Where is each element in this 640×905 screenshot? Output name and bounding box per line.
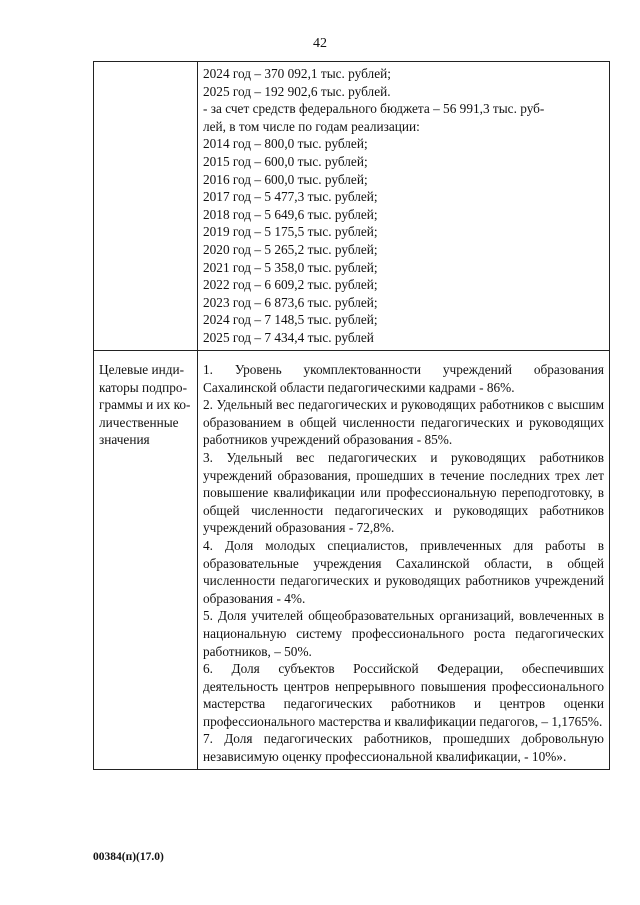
indicators-label-line: каторы подпро-	[99, 379, 187, 395]
indicator-item: 5. Доля учителей общеобразовательных организаций, вовлеченных в национальную систему профессионального роста педагогических работников, – 50%.	[203, 608, 604, 659]
funding-line: 2019 год – 5 175,5 тыс. рублей;	[203, 224, 378, 240]
funding-line: 2014 год – 800,0 тыс. рублей;	[203, 136, 368, 152]
funding-line: 2017 год – 5 477,3 тыс. рублей;	[203, 189, 378, 205]
indicator-item: 1. Уровень укомплектованности учреждений образования Сахалинской области педагогическими кадрами - 86%.	[203, 362, 604, 395]
funding-line: 2025 год – 7 434,4 тыс. рублей	[203, 329, 374, 345]
program-table	[93, 61, 610, 770]
funding-line: 2024 год – 370 092,1 тыс. рублей;	[203, 66, 391, 81]
indicators-label-line: граммы и их ко-	[99, 397, 191, 413]
indicators-label-cell	[94, 351, 198, 770]
document-code: 00384(п)(17.0)	[93, 851, 164, 863]
funding-row	[94, 62, 610, 351]
indicator-item: 3. Удельный вес педагогических и руководящих работников учреждений образования, прошедших в течение последних трех лет повышение квалификации или профессиональную переподготовку, в общей численности педагогических и руководящих работников учреждений образования - 72,8%.	[203, 449, 604, 536]
funding-line: 2015 год – 600,0 тыс. рублей;	[203, 153, 368, 169]
funding-line: 2022 год – 6 609,2 тыс. рублей;	[203, 277, 378, 293]
indicator-item: 4. Доля молодых специалистов, привлеченных для работы в образовательные учреждения Сахалинской области, в общей численности педагогических и руководящих работников учреждений образования - 4%.	[203, 537, 604, 606]
indicators-label-line: личественные	[99, 414, 179, 430]
funding-line: 2023 год – 6 873,6 тыс. рублей;	[203, 294, 378, 310]
funding-line: - за счет средств федерального бюджета – 56 991,3 тыс. руб-	[203, 101, 545, 117]
indicators-row	[94, 351, 610, 770]
funding-line: лей, в том числе по годам реализации:	[203, 118, 420, 134]
funding-label-cell	[94, 62, 198, 351]
indicator-item: 7. Доля педагогических работников, прошедших добровольную независимую оценку профессиональной квалификации, - 10%».	[203, 731, 604, 765]
indicators-content-cell	[198, 351, 610, 770]
funding-line: 2020 год – 5 265,2 тыс. рублей;	[203, 241, 378, 257]
funding-line: 2024 год – 7 148,5 тыс. рублей;	[203, 312, 378, 328]
funding-line: 2016 год – 600,0 тыс. рублей;	[203, 171, 368, 187]
indicator-item: 6. Доля субъектов Российской Федерации, обеспечивших деятельность центров непрерывного повышения профессионального мастерства педагогических работников и центров оценки профессионального мастерства и квалификации педагогов, – 1,1765%.	[203, 661, 604, 729]
indicators-label-line: Целевые инди-	[99, 362, 185, 377]
funding-line: 2021 год – 5 358,0 тыс. рублей;	[203, 259, 378, 275]
funding-line: 2018 год – 5 649,6 тыс. рублей;	[203, 206, 378, 222]
funding-content-cell	[198, 62, 610, 351]
page-number: 42	[313, 36, 327, 51]
indicators-label-line: значения	[99, 432, 150, 448]
indicator-item: 2. Удельный вес педагогических и руководящих работников с высшим образованием в общей численности педагогических и руководящих работников учреждений образования - 85%.	[203, 397, 604, 448]
funding-line: 2025 год – 192 902,6 тыс. рублей.	[203, 83, 391, 99]
